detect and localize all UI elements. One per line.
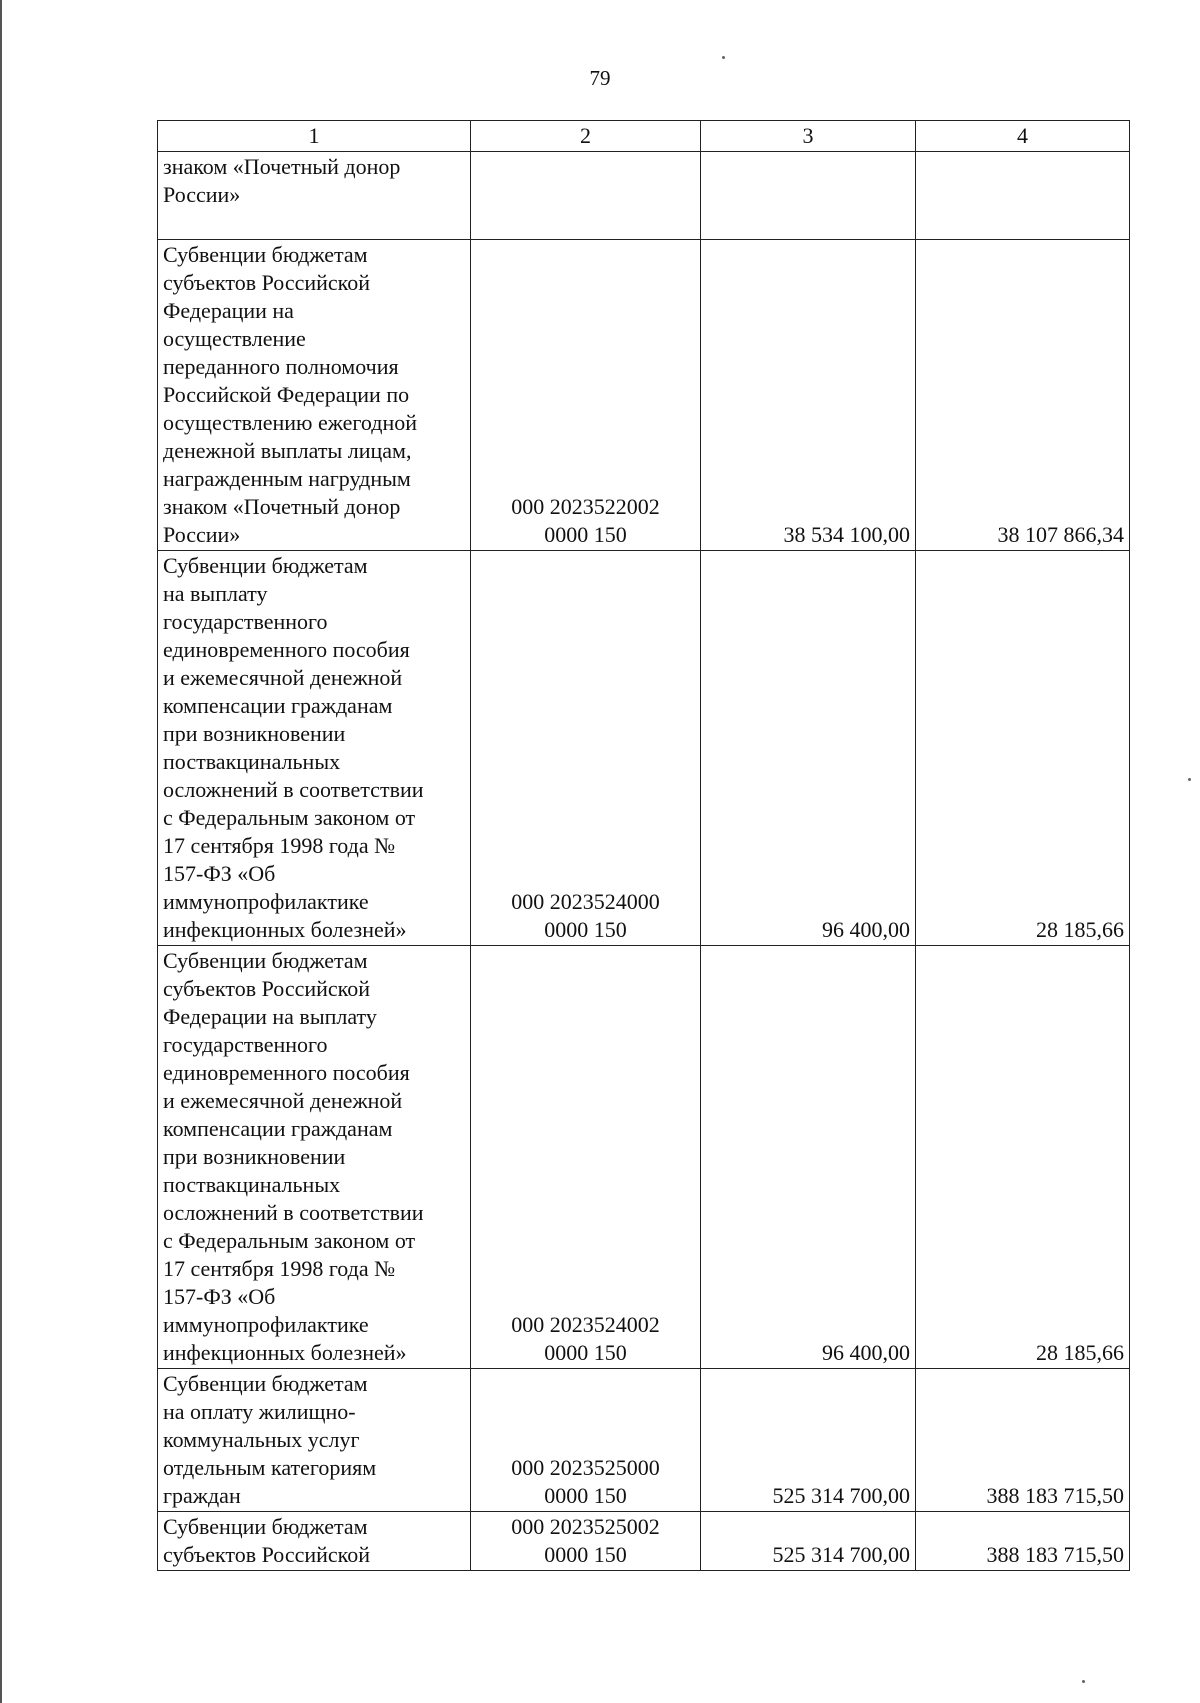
- table-header-row: [158, 121, 1130, 152]
- header-col-2: 2: [471, 121, 701, 152]
- row-actual-amount: [916, 152, 1130, 240]
- row-actual-amount: 388 183 715,50: [916, 1369, 1130, 1512]
- table-row: [158, 946, 1130, 1369]
- table-row: [158, 152, 1130, 240]
- scan-speck: [1082, 1680, 1085, 1683]
- row-planned-amount: 96 400,00: [701, 551, 916, 946]
- row-planned-amount: 96 400,00: [701, 946, 916, 1369]
- row-description: знаком «Почетный донор России»: [158, 152, 471, 240]
- table-row: [158, 551, 1130, 946]
- row-planned-amount: 525 314 700,00: [701, 1512, 916, 1571]
- row-planned-amount: 38 534 100,00: [701, 240, 916, 551]
- row-description: Субвенции бюджетам субъектов Российской Федерации на выплату государственного единовременного пособия и ежемесячной денежной компенсации гражданам при возникновении поствакцинальных осложнений в соответствии с Федеральным законом от 17 сентября 1998 года № 157-ФЗ «Об иммунопрофилактике инфекционных болезней»: [158, 946, 471, 1369]
- table-row: [158, 1369, 1130, 1512]
- row-actual-amount: 28 185,66: [916, 551, 1130, 946]
- row-description: Субвенции бюджетам на оплату жилищно- коммунальных услуг отдельным категориям граждан: [158, 1369, 471, 1512]
- scan-speck: [1188, 778, 1191, 781]
- row-actual-amount: 388 183 715,50: [916, 1512, 1130, 1571]
- header-col-3: 3: [701, 121, 916, 152]
- table-row: [158, 1512, 1130, 1571]
- row-code: 000 2023525002 0000 150: [471, 1512, 701, 1571]
- row-code: 000 2023524002 0000 150: [471, 946, 701, 1369]
- table-row: [158, 240, 1130, 551]
- row-code: [471, 152, 701, 240]
- row-code: 000 2023525000 0000 150: [471, 1369, 701, 1512]
- row-code: 000 2023524000 0000 150: [471, 551, 701, 946]
- scan-speck: [722, 56, 725, 59]
- row-description: Субвенции бюджетам на выплату государственного единовременного пособия и ежемесячной денежной компенсации гражданам при возникновении поствакцинальных осложнений в соответствии с Федеральным законом от 17 сентября 1998 года № 157-ФЗ «Об иммунопрофилактике инфекционных болезней»: [158, 551, 471, 946]
- row-actual-amount: 28 185,66: [916, 946, 1130, 1369]
- row-actual-amount: 38 107 866,34: [916, 240, 1130, 551]
- row-planned-amount: 525 314 700,00: [701, 1369, 916, 1512]
- header-col-4: 4: [916, 121, 1130, 152]
- row-code: 000 2023522002 0000 150: [471, 240, 701, 551]
- row-description: Субвенции бюджетам субъектов Российской Федерации на осуществление переданного полномочия Российской Федерации по осуществлению ежегодной денежной выплаты лицам, награжденным нагрудным знаком «Почетный донор России»: [158, 240, 471, 551]
- page-number: 79: [589, 66, 611, 90]
- row-description: Субвенции бюджетам субъектов Российской: [158, 1512, 471, 1571]
- header-col-1: 1: [158, 121, 471, 152]
- scan-edge-line: [0, 0, 2, 1703]
- row-planned-amount: [701, 152, 916, 240]
- budget-table: [157, 120, 1130, 1571]
